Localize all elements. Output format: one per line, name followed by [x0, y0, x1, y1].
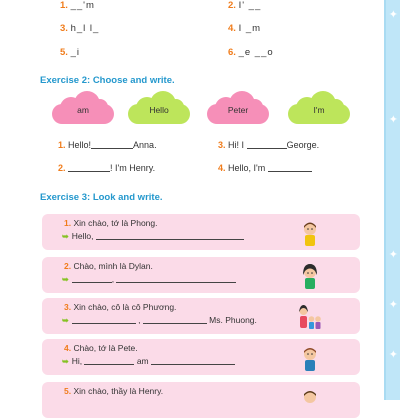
exercise-2-sentence: 3. Hi! I George.	[218, 140, 320, 150]
exercise-3-card: 2. Chào, mình là Dylan. ➥ ,	[42, 257, 360, 293]
teacher-avatar-icon	[298, 386, 322, 414]
exercise-3-card: 1. Xin chào, tớ là Phong. ➥ Hello,	[42, 214, 360, 250]
exercise-1-item: 5. _i	[60, 47, 80, 58]
answer-blank[interactable]	[143, 323, 207, 324]
exercise-2-title: Exercise 2: Choose and write.	[40, 75, 175, 86]
boy-avatar-icon	[298, 218, 322, 246]
answer-blank[interactable]	[116, 282, 236, 283]
arrow-icon: ➥	[62, 316, 69, 325]
exercise-1-item: 1. __'m	[60, 0, 95, 11]
exercise-1-item: 3. h_l l_	[60, 23, 100, 34]
star-icon: ✦	[388, 249, 398, 261]
exercise-3-card: 5. Xin chào, thầy là Henry.	[42, 382, 360, 418]
answer-blank[interactable]	[84, 364, 134, 365]
arrow-icon: ➥	[62, 275, 69, 284]
girl-avatar-icon	[298, 261, 322, 289]
answer-blank[interactable]	[68, 171, 110, 172]
teacher-with-children-icon	[298, 302, 322, 330]
star-icon: ✦	[388, 299, 398, 311]
star-icon: ✦	[388, 9, 398, 21]
exercise-2-sentence: 4. Hello, I'm	[218, 163, 312, 173]
word-cloud-peter: Peter	[207, 94, 269, 124]
arrow-icon: ➥	[62, 232, 69, 241]
word-cloud-am: am	[52, 94, 114, 124]
exercise-2-sentence: 1. Hello! Anna.	[58, 140, 157, 150]
answer-blank[interactable]	[72, 323, 136, 324]
exercise-1-item: 6. _e __o	[228, 47, 274, 58]
star-icon: ✦	[388, 114, 398, 126]
exercise-1	[0, 0, 384, 72]
decorative-side-border	[384, 0, 400, 400]
exercise-3-card: 4. Chào, tớ là Pete. ➥ Hi, am	[42, 339, 360, 375]
exercise-3-card: 3. Xin chào, cô là cô Phương. ➥ , Ms. Phuong.	[42, 298, 360, 334]
boy-avatar-icon	[298, 343, 322, 371]
answer-blank[interactable]	[247, 148, 287, 149]
word-cloud-im: I'm	[288, 94, 350, 124]
answer-blank[interactable]	[72, 282, 112, 283]
answer-blank[interactable]	[151, 364, 235, 365]
answer-blank[interactable]	[91, 148, 133, 149]
exercise-1-item: 2. I' __	[228, 0, 262, 11]
exercise-3-title: Exercise 3: Look and write.	[40, 192, 163, 203]
exercise-1-item: 4. I _m	[228, 23, 262, 34]
exercise-2-sentence: 2. ! I'm Henry.	[58, 163, 156, 173]
word-cloud-hello: Hello	[128, 94, 190, 124]
answer-blank[interactable]	[96, 239, 244, 240]
arrow-icon: ➥	[62, 357, 69, 366]
answer-blank[interactable]	[268, 171, 312, 172]
star-icon: ✦	[388, 349, 398, 361]
